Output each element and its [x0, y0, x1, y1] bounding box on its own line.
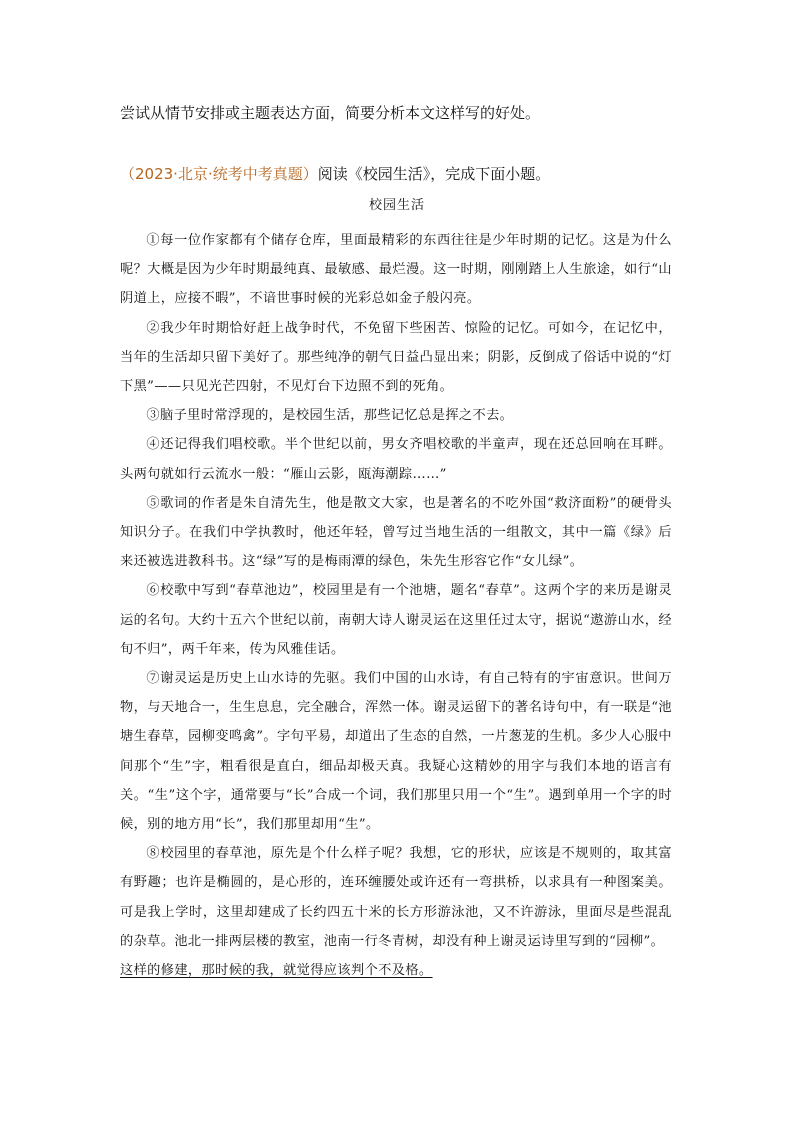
question-prompt: 阅读《校园生活》，完成下面小题。	[317, 165, 551, 183]
paragraph-7: ⑦谢灵运是历史上山水诗的先驱。我们中国的山水诗，有自己特有的宇宙意识。世间万物，与天地合一，生生息息，完全融合，浑然一体。谢灵运留下的著名诗句中，有一联是“池塘生春草，园柳变鸣禽”。字句平易，却道出了生态的自然，一片葱茏的生机。多少人心服中间那个“生”字，粗看很是直白，细品却极天真。我疑心这精妙的用字与我们本地的语言有关。“生”这个字，通常要与“长”合成一个词，我们那里只用一个“生”。遇到单用一个字的时候，别的地方用“长”，我们那里却用“生”。	[120, 671, 672, 833]
passage-body	[120, 226, 672, 985]
paragraph-2: ②我少年时期恰好赶上战争时代，不免留下些困苦、惊险的记忆。可如今，在记忆中，当年的生活却只留下美好了。那些纯净的朝气日益凸显出来；阴影，反倒成了俗话中说的“灯下黑”——只见光芒四射，不见灯台下边照不到的死角。	[120, 320, 672, 395]
paragraph-8: ⑧校园里的春草池，原先是个什么样子呢？我想，它的形状，应该是不规则的，取其富有野趣；也许是椭圆的，是心形的，连环缠腰处或许还有一弯拱桥，以求具有一种图案美。可是我上学时，这里却建成了长约四五十米的长方形游泳池，又不许游泳，里面尽是些混乱的杂草。池北一排两层楼的教室，池南一行冬青树，却没有种上谢灵运诗里写到的“园柳”。	[120, 846, 672, 949]
paragraph-5: ⑤歌词的作者是朱自清先生，他是散文大家，也是著名的不吃外国“救济面粉”的硬骨头知识分子。在我们中学执教时，他还年轻，曾写过当地生活的一组散文，其中一篇《绿》后来还被选进教科书。这“绿”写的是梅雨潭的绿色，朱先生形容它作“女儿绿”。	[120, 495, 672, 570]
passage-title: 校园生活	[368, 198, 425, 213]
paragraph-1: ①每一位作家都有个储存仓库，里面最精彩的东西往往是少年时期的记忆。这是为什么呢？大概是因为少年时期最纯真、最敏感、最烂漫。这一时期，刚刚踏上人生旅途，如行“山阴道上，应接不暇”，不谙世事时候的光彩总如金子般闪亮。	[120, 233, 672, 307]
question-source: （2023·北京·统考中考真题）	[120, 165, 318, 183]
question-header	[120, 164, 720, 184]
paragraph-6: ⑥校歌中写到“春草池边”，校园里是有一个池塘，题名“春草”。这两个字的来历是谢灵运的名句。大约十五六个世纪以前，南朝大诗人谢灵运在这里任过太守，据说“遨游山水，经旬不归”，两千年来，传为风雅佳话。	[120, 583, 672, 657]
paragraph-4: ④还记得我们唱校歌。半个世纪以前，男女齐唱校歌的半童声，现在还总回响在耳畔。头两句就如行云流水一般：“雁山云影，瓯海潮踪……”	[120, 437, 672, 482]
previous-question-text: 尝试从情节安排或主题表达方面，简要分析本文这样写的好处。	[120, 104, 541, 122]
underlined-sentence: 这样的修建，那时候的我，就觉得应该判个不及格。	[120, 963, 433, 979]
paragraph-3: ③脑子里时常浮现的，是校园生活，那些记忆总是挥之不去。	[146, 408, 514, 424]
